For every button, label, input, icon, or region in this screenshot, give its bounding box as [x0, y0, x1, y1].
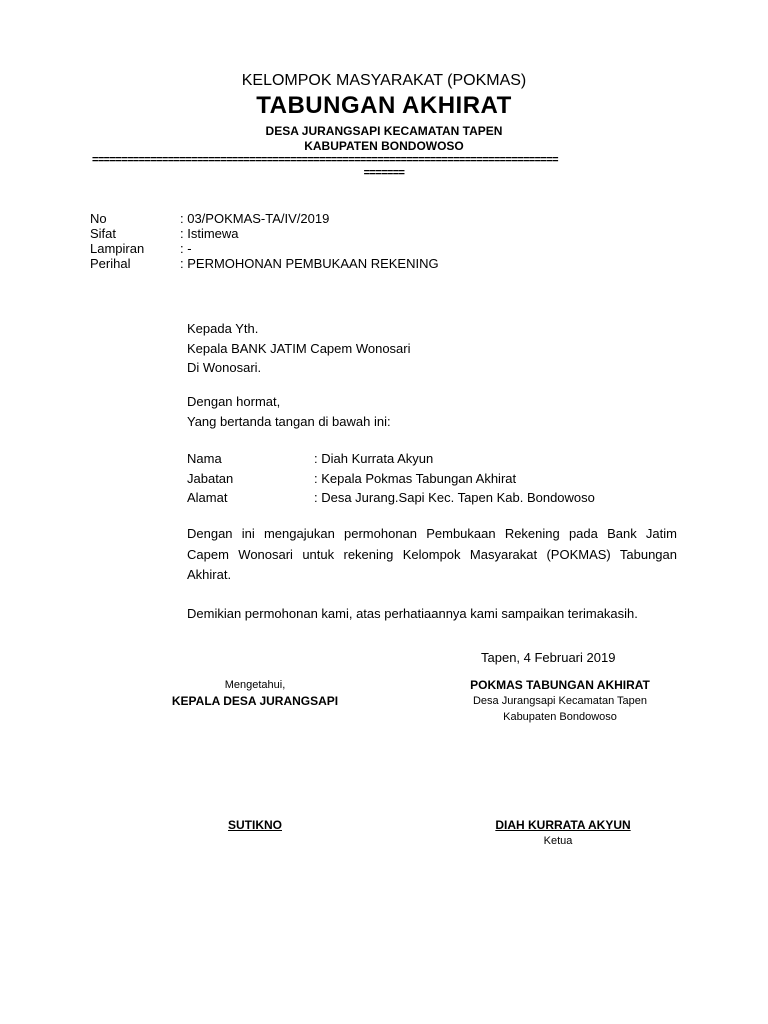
meta-value: : Istimewa [180, 226, 239, 241]
meta-value: : PERMOHONAN PEMBUKAAN REKENING [180, 256, 439, 271]
greeting: Dengan hormat, [187, 394, 281, 409]
right-signatory-regency: Kabupaten Bondowoso [503, 711, 617, 723]
field-value: : Diah Kurrata Akyun [314, 451, 434, 466]
left-acknowledged-label: Mengetahui, [224, 679, 286, 691]
right-signatory-role: Ketua [543, 835, 573, 847]
field-label: Alamat [187, 490, 228, 505]
right-signatory-name: DIAH KURRATA AKYUN [495, 818, 631, 832]
place-date: Tapen, 4 Februari 2019 [481, 650, 616, 665]
letterhead-divider: ================================================================================ [92, 154, 558, 166]
meta-label: Perihal [90, 256, 131, 271]
field-label: Jabatan [187, 471, 234, 486]
right-signatory-org: POKMAS TABUNGAN AKHIRAT [470, 678, 650, 692]
letterhead-regency: KABUPATEN BONDOWOSO [304, 139, 464, 153]
meta-label: No [90, 211, 107, 226]
left-signatory-title: KEPALA DESA JURANGSAPI [171, 694, 339, 708]
intro-sentence: Yang bertanda tangan di bawah ini: [187, 414, 391, 429]
field-label: Nama [187, 451, 222, 466]
meta-value: : - [180, 241, 192, 256]
meta-label: Sifat [90, 226, 117, 241]
right-signatory-village: Desa Jurangsapi Kecamatan Tapen [472, 695, 648, 707]
meta-label: Lampiran [90, 241, 145, 256]
recipient-salutation: Kepada Yth. [187, 321, 259, 336]
letterhead-org-type: KELOMPOK MASYARAKAT (POKMAS) [241, 72, 527, 89]
recipient-name: Kepala BANK JATIM Capem Wonosari [187, 341, 411, 356]
recipient-location: Di Wonosari. [187, 360, 262, 375]
meta-value: : 03/POKMAS-TA/IV/2019 [180, 211, 330, 226]
field-value: : Kepala Pokmas Tabungan Akhirat [314, 471, 517, 486]
left-signatory-name: SUTIKNO [228, 818, 282, 832]
field-value: : Desa Jurang.Sapi Kec. Tapen Kab. Bondowoso [314, 490, 595, 505]
letterhead-village: DESA JURANGSAPI KECAMATAN TAPEN [265, 124, 503, 138]
letterhead-org-name: TABUNGAN AKHIRAT [256, 92, 512, 119]
letterhead-divider-tail: ======= [363, 167, 405, 179]
body-paragraph-closing: Demikian permohonan kami, atas perhatiaannya kami sampaikan terimakasih. [187, 606, 638, 621]
body-paragraph-request: Dengan ini mengajukan permohonan Pembukaan Rekening pada Bank Jatim Capem Wonosari untuk rekening Kelompok Masyarakat (POKMAS) Tabungan Akhirat. [187, 526, 677, 582]
